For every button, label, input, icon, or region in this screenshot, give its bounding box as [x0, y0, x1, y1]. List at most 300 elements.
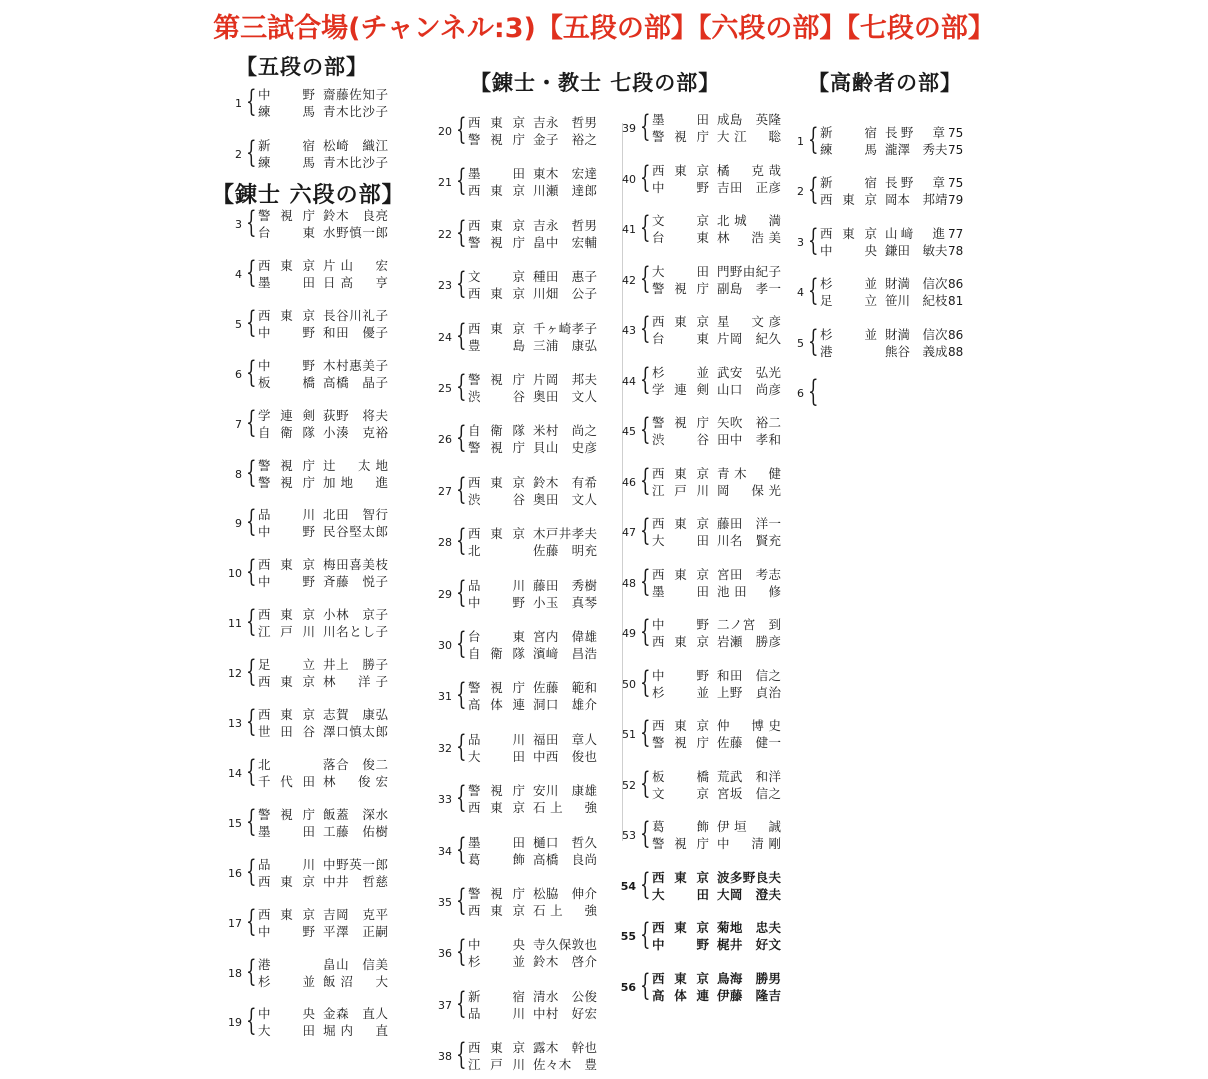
- match-pair: [652, 616, 781, 650]
- competitor-row: [258, 307, 388, 324]
- competitor-name: 門野由紀子: [717, 263, 781, 279]
- competitor-team: 西東京: [258, 557, 315, 573]
- competitor-team: 葛 飾: [652, 819, 709, 834]
- match-number: 27: [438, 484, 452, 498]
- match-pair: [258, 457, 388, 491]
- match-pair: [258, 556, 388, 590]
- competitor-team: 墨 田: [468, 834, 525, 850]
- match-number: 17: [228, 916, 242, 930]
- competitor-team: 江戸川: [258, 624, 315, 640]
- competitor-team: 西東京: [652, 869, 709, 885]
- competitor-name: 清水 公俊: [533, 988, 597, 1004]
- competitor-row: [258, 523, 388, 540]
- competitor-team: 台 東: [652, 230, 709, 245]
- competitor-row: [468, 439, 597, 456]
- competitor-team: 足 立: [258, 657, 315, 673]
- competitor-row: [652, 263, 781, 280]
- match-pair: [258, 606, 388, 640]
- competitor-row: [258, 137, 388, 154]
- match-brace: {: [640, 513, 651, 548]
- competitor-team: 葛 飾: [468, 851, 525, 867]
- match-number: 28: [438, 536, 452, 550]
- match-pair: [468, 217, 597, 251]
- competitor-team: 品 川: [468, 1005, 525, 1021]
- competitor-team: 板 橋: [258, 374, 315, 390]
- match-number: 23: [438, 279, 452, 293]
- competitor-team: 警視庁: [258, 208, 315, 223]
- competitor-row: [468, 594, 597, 611]
- competitor-team: 墨 田: [652, 583, 709, 599]
- match-number: 49: [622, 627, 636, 640]
- match-brace: {: [456, 214, 467, 250]
- competitor-row: [652, 768, 781, 785]
- competitor-row: [468, 988, 597, 1005]
- competitor-row: [820, 343, 963, 360]
- competitor-row: [652, 987, 781, 1004]
- match-number: 22: [438, 227, 452, 241]
- match-number: 11: [228, 617, 242, 631]
- match-brace: {: [246, 1003, 257, 1039]
- competitor-team: 品 川: [468, 731, 525, 747]
- competitor-name: 千ヶ崎孝子: [533, 320, 597, 336]
- competitor-name: 畠山 信美: [323, 956, 388, 972]
- competitor-team: 西東京: [258, 873, 315, 889]
- match-number: 53: [622, 829, 636, 842]
- competitor-row: [258, 374, 388, 391]
- competitor-team: 渋 谷: [652, 432, 709, 447]
- match-brace: {: [456, 728, 467, 764]
- match-number: 44: [622, 374, 636, 388]
- competitor-name: 長野 章: [885, 175, 945, 191]
- competitor-name: 笹川 紀枝: [885, 293, 948, 309]
- match-brace: {: [456, 574, 467, 610]
- match-number: 29: [438, 587, 452, 601]
- competitor-team: 新 宿: [820, 175, 877, 191]
- match-number: 21: [438, 176, 452, 190]
- competitor-team: 千代田: [258, 773, 315, 789]
- competitor-name: 佐藤 明充: [533, 543, 597, 559]
- match-pair: [820, 376, 948, 410]
- match-brace: {: [456, 1037, 467, 1073]
- competitor-team: 西東京: [652, 634, 709, 649]
- match-brace: {: [808, 323, 819, 359]
- match-brace: {: [456, 934, 467, 970]
- competitor-age: 79: [948, 193, 964, 208]
- competitor-team: 杉 並: [652, 684, 709, 700]
- competitor-name: 樋口 哲久: [533, 834, 597, 850]
- competitor-name: 山口 尚彦: [717, 381, 781, 397]
- competitor-row: [258, 103, 388, 120]
- competitor-team: 中 野: [258, 574, 315, 590]
- competitor-name: 高橋 良尚: [533, 851, 597, 867]
- section-header-nanadan: 【錬士・教士 七段の部】: [470, 70, 721, 95]
- competitor-name: 飯沼 大: [323, 973, 388, 989]
- match-number: 39: [622, 122, 636, 135]
- competitor-name: 辻 太地: [323, 457, 388, 473]
- match-brace: {: [456, 523, 467, 559]
- competitor-row: [468, 851, 597, 868]
- match-brace: {: [456, 369, 467, 404]
- match-brace: {: [640, 210, 651, 245]
- match-brace: {: [640, 614, 651, 649]
- competitor-team: 中 央: [258, 1006, 315, 1022]
- match-pair: [468, 782, 597, 816]
- competitor-row: [652, 785, 781, 802]
- competitor-team: 墨 田: [468, 166, 525, 182]
- competitor-row: [652, 566, 781, 583]
- match-pair: [652, 162, 781, 196]
- match-brace: {: [456, 780, 467, 816]
- competitor-team: 西東京: [652, 465, 709, 481]
- competitor-row: [258, 706, 388, 723]
- competitor-name: 波多野良夫: [717, 869, 781, 885]
- competitor-name: 田中 孝和: [717, 432, 781, 447]
- competitor-row: [652, 515, 781, 532]
- match-brace: {: [456, 317, 467, 353]
- competitor-name: 青木比沙子: [323, 104, 388, 119]
- competitor-name: 寺久保敦也: [533, 937, 597, 953]
- competitor-team: 警視庁: [258, 457, 315, 473]
- competitor-name: 川名 賢充: [717, 533, 781, 548]
- competitor-row: [468, 320, 597, 337]
- competitor-name: 鳥海 勝男: [717, 970, 781, 986]
- match-brace: {: [808, 172, 819, 208]
- competitor-name: 山﨑 進: [885, 225, 945, 241]
- match-pair: [258, 357, 388, 391]
- competitor-row: [258, 457, 388, 474]
- match-number: 3: [797, 235, 804, 249]
- competitor-row: [468, 885, 597, 902]
- competitor-name: 宮坂 信之: [717, 785, 781, 801]
- competitor-name: 石上 強: [533, 903, 597, 918]
- match-pair: [258, 906, 388, 940]
- competitor-row: [258, 873, 388, 890]
- competitor-row: [258, 606, 388, 623]
- match-pair: [258, 257, 388, 291]
- competitor-name: 洞口 雄介: [533, 697, 597, 713]
- competitor-row: [652, 128, 781, 145]
- competitor-row: [258, 506, 388, 523]
- match-pair: [820, 326, 963, 360]
- competitor-name: 露木 幹也: [533, 1040, 597, 1056]
- competitor-row: [468, 371, 597, 388]
- competitor-team: 中 野: [258, 357, 315, 373]
- competitor-name: 石上 強: [533, 800, 597, 816]
- competitor-team: 品 川: [258, 507, 315, 523]
- competitor-row: [820, 292, 963, 309]
- match-brace: {: [640, 967, 651, 1003]
- competitor-team: 西東京: [258, 307, 315, 323]
- competitor-name: 川瀬 達郎: [533, 183, 597, 199]
- competitor-age: 75: [948, 126, 964, 140]
- match-pair: [258, 656, 388, 690]
- competitor-row: [258, 806, 388, 823]
- match-brace: {: [640, 715, 651, 750]
- competitor-team: 西東京: [652, 162, 709, 178]
- competitor-team: 西東京: [820, 225, 877, 241]
- competitor-team: 高体連: [652, 987, 709, 1003]
- competitor-name: 宮内 偉雄: [533, 629, 597, 644]
- match-brace: {: [246, 803, 257, 839]
- competitor-name: 濱﨑 昌浩: [533, 646, 597, 661]
- competitor-row: [468, 799, 597, 816]
- competitor-row: [652, 280, 781, 297]
- match-pair: [652, 818, 781, 852]
- competitor-name: 松脇 伸介: [533, 886, 597, 901]
- competitor-team: 足 立: [820, 293, 877, 309]
- match-brace: {: [246, 254, 257, 290]
- competitor-row: [652, 835, 781, 852]
- competitor-team: 西東京: [468, 217, 525, 233]
- match-brace: {: [456, 420, 467, 456]
- competitor-name: 奥田 文人: [533, 389, 597, 404]
- competitor-team: 西東京: [468, 526, 525, 542]
- competitor-name: 高橋 晶子: [323, 374, 388, 390]
- match-pair: [652, 212, 781, 246]
- competitor-row: [652, 229, 781, 246]
- competitor-name: 斉藤 悦子: [323, 574, 388, 590]
- competitor-name: 中 清剛: [717, 836, 781, 851]
- match-brace: {: [640, 563, 651, 599]
- competitor-team: 台 東: [258, 225, 315, 240]
- competitor-row: [652, 616, 781, 633]
- competitor-team: 中 野: [258, 524, 315, 540]
- match-pair: [468, 114, 597, 148]
- competitor-row: [652, 684, 781, 701]
- match-number: 55: [620, 930, 636, 943]
- match-number: 1: [235, 97, 242, 110]
- match-number: 31: [438, 690, 452, 704]
- competitor-name: 鈴木 啓介: [533, 954, 597, 970]
- competitor-row: [468, 1005, 597, 1022]
- competitor-name: 北城 満: [717, 213, 781, 228]
- competitor-name: 小湊 克裕: [323, 424, 388, 440]
- competitor-team: 警視庁: [468, 372, 525, 387]
- match-brace: {: [456, 266, 467, 302]
- competitor-row: [820, 174, 963, 191]
- competitor-name: 民谷堅太郎: [323, 524, 388, 540]
- competitor-name: 片山 宏: [323, 257, 388, 273]
- match-pair: [652, 869, 781, 903]
- competitor-team: 西東京: [468, 1040, 525, 1056]
- competitor-row: [258, 274, 388, 291]
- match-number: 19: [228, 1016, 242, 1030]
- competitor-row: [468, 1056, 597, 1073]
- competitor-team: 豊 島: [468, 337, 525, 353]
- competitor-team: 西東京: [652, 566, 709, 582]
- match-pair: [652, 566, 781, 600]
- competitor-name: 北田 智行: [323, 507, 388, 523]
- competitor-row: [258, 556, 388, 573]
- match-pair: [258, 86, 388, 120]
- competitor-name: 中西 俊也: [533, 748, 597, 764]
- competitor-team: 江戸川: [468, 1057, 525, 1073]
- competitor-name: 木戸井孝夫: [533, 526, 597, 542]
- competitor-name: 青木 健: [717, 465, 781, 481]
- competitor-team: 中 野: [652, 179, 709, 195]
- competitor-row: [820, 275, 963, 292]
- competitor-name: 安川 康雄: [533, 783, 597, 799]
- competitor-row: [258, 324, 388, 341]
- competitor-name: 種田 惠子: [533, 269, 597, 285]
- competitor-row: [468, 474, 597, 491]
- competitor-name: 三浦 康弘: [533, 337, 597, 353]
- match-brace: {: [640, 816, 651, 851]
- competitor-name: 堀内 直: [323, 1023, 388, 1039]
- match-pair: [652, 414, 781, 448]
- match-brace: {: [456, 985, 467, 1021]
- match-number: 37: [438, 998, 452, 1012]
- competitor-row: [820, 191, 963, 208]
- competitor-team: 渋 谷: [468, 389, 525, 404]
- competitor-row: [468, 217, 597, 234]
- competitor-name: 菊地 忠夫: [717, 920, 781, 935]
- competitor-row: [468, 542, 597, 559]
- competitor-row: [468, 748, 597, 765]
- match-pair: [468, 834, 597, 868]
- competitor-team: 警視庁: [468, 783, 525, 799]
- competitor-row: [258, 623, 388, 640]
- competitor-row: [652, 734, 781, 751]
- match-brace: {: [246, 454, 257, 490]
- match-pair: [468, 679, 597, 713]
- competitor-row: [258, 224, 388, 241]
- match-number: 1: [797, 135, 804, 148]
- match-brace: {: [640, 664, 651, 700]
- competitor-name: 伊垣 誠: [717, 819, 781, 834]
- competitor-team: 墨 田: [258, 823, 315, 839]
- match-number: 25: [438, 382, 452, 395]
- competitor-team: 西東京: [258, 674, 315, 690]
- competitor-age: 86: [948, 277, 964, 292]
- competitor-team: 中 野: [652, 617, 709, 632]
- competitor-team: 練 馬: [258, 155, 315, 170]
- competitor-team: 墨 田: [652, 112, 709, 127]
- competitor-team: 中 央: [820, 242, 877, 258]
- competitor-row: [258, 756, 388, 773]
- match-number: 4: [235, 267, 242, 281]
- competitor-name: 米村 尚之: [533, 423, 597, 439]
- competitor-team: 高体連: [468, 697, 525, 713]
- competitor-name: 鎌田 敏夫: [885, 242, 948, 258]
- competitor-name: 岡 保光: [717, 482, 781, 498]
- competitor-team: 警視庁: [652, 415, 709, 430]
- match-number: 14: [228, 766, 242, 780]
- competitor-team: 西東京: [652, 314, 709, 329]
- competitor-team: 学連剣: [652, 381, 709, 397]
- competitor-row: [820, 393, 948, 410]
- competitor-row: [258, 906, 388, 923]
- competitor-team: 警視庁: [652, 735, 709, 750]
- competitor-row: [468, 902, 597, 919]
- competitor-name: 佐々木 豊: [533, 1057, 597, 1073]
- competitor-row: [258, 154, 388, 171]
- competitor-row: [258, 1022, 388, 1039]
- competitor-row: [652, 313, 781, 330]
- competitor-row: [258, 673, 388, 690]
- match-pair: [652, 667, 781, 701]
- competitor-name: 二ノ宮 到: [717, 617, 781, 632]
- competitor-name: 片岡 邦夫: [533, 372, 597, 387]
- match-brace: {: [640, 462, 651, 498]
- competitor-row: [468, 834, 597, 851]
- match-number: 2: [235, 148, 242, 161]
- competitor-row: [468, 731, 597, 748]
- competitor-name: 東木 宏達: [533, 166, 597, 182]
- competitor-row: [468, 234, 597, 251]
- match-pair: [820, 174, 963, 208]
- match-brace: {: [246, 404, 257, 440]
- competitor-row: [820, 376, 948, 393]
- competitor-team: 中 野: [652, 667, 709, 683]
- competitor-team: 西東京: [258, 906, 315, 922]
- match-number: 26: [438, 433, 452, 447]
- competitor-row: [258, 973, 388, 990]
- competitor-name: 齋藤佐知子: [323, 87, 388, 102]
- competitor-team: 警視庁: [652, 836, 709, 851]
- competitor-row: [468, 936, 597, 953]
- competitor-row: [468, 131, 597, 148]
- match-number: 46: [622, 475, 636, 489]
- competitor-name: 奥田 文人: [533, 491, 597, 507]
- competitor-name: 財満 信次: [885, 276, 948, 292]
- competitor-age: 86: [948, 327, 964, 342]
- competitor-name: 松崎 織江: [323, 138, 388, 153]
- match-pair: [258, 856, 388, 890]
- competitor-team: 中 野: [468, 594, 525, 610]
- competitor-name: 和田 信之: [717, 667, 781, 683]
- match-brace: {: [640, 765, 651, 801]
- competitor-team: 北: [468, 543, 481, 559]
- match-brace: {: [246, 853, 257, 889]
- competitor-row: [652, 179, 781, 196]
- competitor-row: [258, 207, 388, 224]
- competitor-name: 荻野 将夫: [323, 407, 388, 423]
- match-brace: {: [808, 273, 819, 309]
- match-brace: {: [640, 866, 651, 902]
- competitor-team: 自衛隊: [468, 646, 525, 661]
- competitor-row: [258, 656, 388, 673]
- competitor-row: [258, 357, 388, 374]
- competitor-name: 日高 亨: [323, 274, 388, 290]
- match-pair: [652, 919, 781, 953]
- match-number: 45: [622, 425, 636, 438]
- match-number: 3: [235, 218, 242, 231]
- match-number: 54: [620, 879, 636, 893]
- competitor-name: 川畑 公子: [533, 286, 597, 302]
- match-brace: {: [246, 953, 257, 989]
- competitor-team: 文 京: [652, 213, 709, 228]
- competitor-name: 矢吹 裕二: [717, 415, 781, 430]
- competitor-row: [468, 491, 597, 508]
- competitor-row: [652, 818, 781, 835]
- competitor-name: 鈴木 有希: [533, 474, 597, 490]
- match-pair: [468, 628, 597, 662]
- competitor-row: [468, 165, 597, 182]
- competitor-team: 警視庁: [258, 806, 315, 822]
- competitor-row: [468, 953, 597, 970]
- match-brace: {: [808, 122, 819, 157]
- match-brace: {: [456, 163, 467, 199]
- match-number: 35: [438, 896, 452, 909]
- competitor-name: 伊藤 隆吉: [717, 987, 781, 1003]
- competitor-name: 和田 優子: [323, 324, 388, 340]
- competitor-team: 新 宿: [820, 125, 877, 140]
- competitor-name: 小林 京子: [323, 607, 388, 623]
- competitor-team: 板 橋: [652, 768, 709, 784]
- competitor-team: 警視庁: [468, 234, 525, 250]
- section-header-godan: 【五段の部】: [236, 54, 368, 79]
